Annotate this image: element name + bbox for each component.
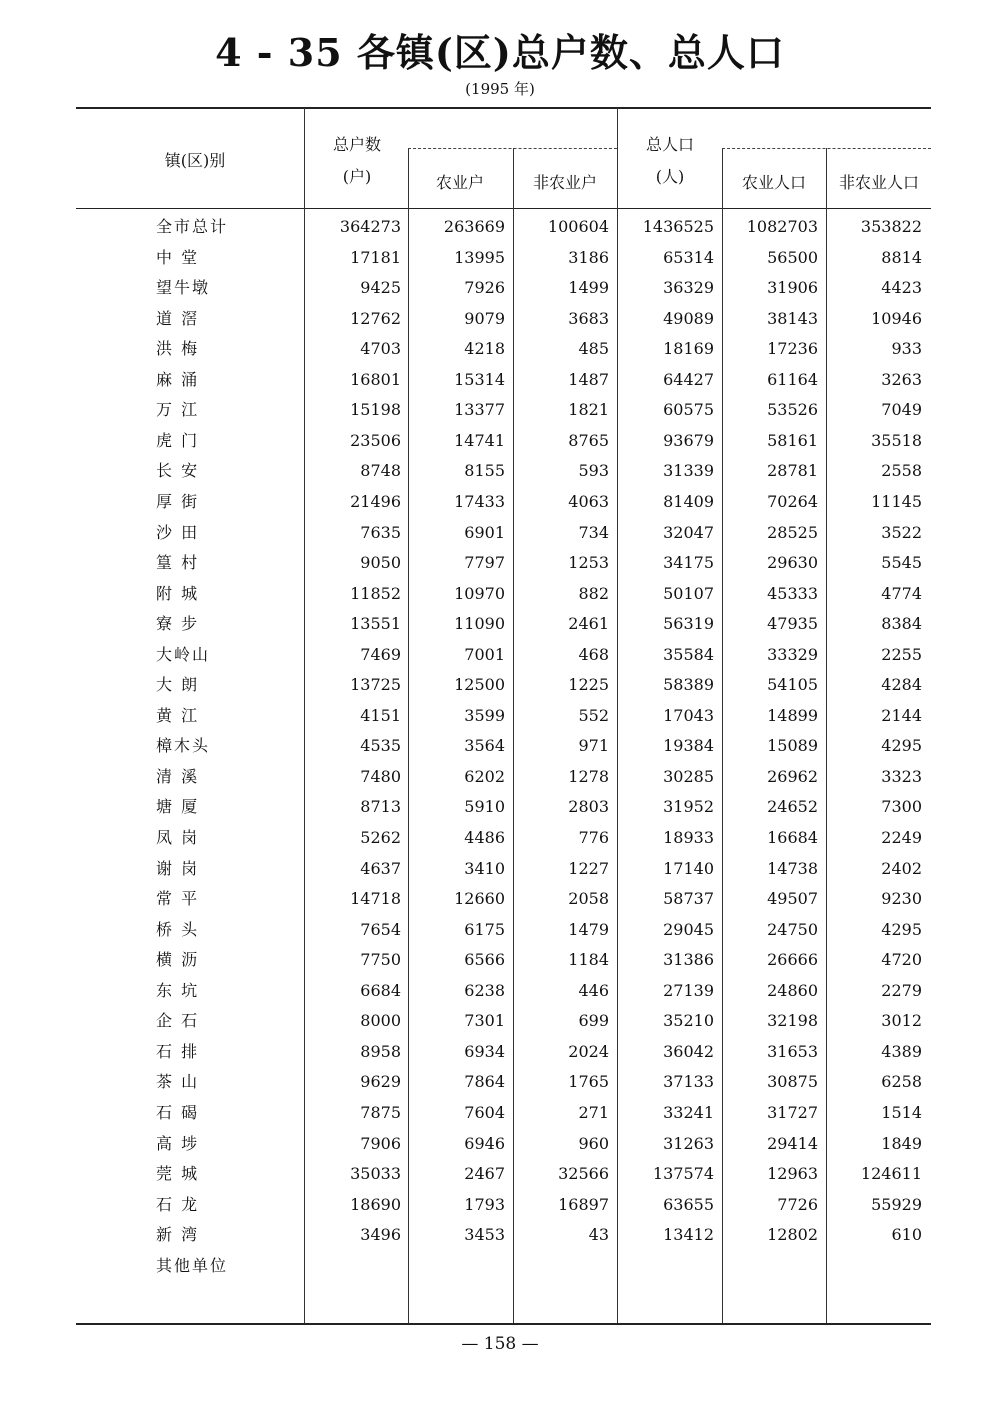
cell-total-population: 35210 [663, 1011, 714, 1031]
page-number: — 158 — [461, 1334, 539, 1354]
cell-nonagri-households: 100604 [547, 217, 609, 236]
cell-nonagri-population: 7049 [881, 400, 922, 420]
cell-region-name: 莞 城 [156, 1164, 200, 1184]
table-row [76, 273, 931, 303]
cell-nonagri-households: 1487 [568, 369, 609, 389]
cell-total-households: 7635 [360, 522, 401, 542]
cell-region-name: 厚 街 [156, 491, 200, 511]
cell-nonagri-population: 4295 [881, 919, 922, 939]
cell-nonagri-population [822, 1251, 922, 1281]
cell-total-population: 60575 [663, 400, 714, 420]
cell-total-households: 23506 [350, 430, 401, 450]
cell-nonagri-population: 10946 [871, 308, 922, 328]
table-row [76, 945, 931, 975]
cell-region-name: 寮 步 [156, 614, 200, 634]
cell-nonagri-population: 124611 [860, 1164, 922, 1184]
table-row [76, 1006, 931, 1036]
table-row [76, 823, 931, 853]
cell-nonagri-households: 43 [588, 1225, 609, 1245]
cell-nonagri-population: 2279 [881, 980, 922, 1000]
cell-nonagri-households: 2803 [568, 797, 609, 817]
cell-nonagri-households: 1278 [568, 766, 609, 786]
cell-total-households: 12762 [350, 308, 401, 328]
cell-nonagri-households: 1227 [568, 858, 609, 878]
cell-total-population: 30285 [663, 766, 714, 786]
cell-total-population: 31386 [663, 950, 714, 970]
cell-region-name: 万 江 [156, 400, 200, 420]
cell-total-population: 1436525 [642, 217, 714, 236]
table-row [76, 579, 931, 609]
cell-agri-population: 70264 [767, 491, 818, 511]
cell-nonagri-population: 4389 [881, 1041, 922, 1061]
cell-region-name: 沙 田 [156, 522, 200, 542]
cell-nonagri-population: 4774 [881, 583, 922, 603]
table-row [76, 792, 931, 822]
cell-agri-households: 7864 [464, 1072, 505, 1092]
table-row [76, 915, 931, 945]
cell-total-households: 8000 [360, 1011, 401, 1031]
cell-total-population: 81409 [663, 491, 714, 511]
cell-agri-households: 7926 [464, 278, 505, 298]
table-row [76, 1067, 931, 1097]
table-row [76, 334, 931, 364]
cell-total-households: 7906 [360, 1133, 401, 1153]
cell-agri-population: 54105 [767, 675, 818, 695]
cell-region-name: 附 城 [156, 583, 200, 603]
cell-total-households: 7654 [360, 919, 401, 939]
cell-agri-population [718, 1251, 818, 1281]
cell-nonagri-households: 16897 [558, 1194, 609, 1214]
households-subheader-rule [408, 148, 617, 149]
cell-nonagri-population: 353822 [860, 217, 922, 236]
cell-total-households: 9050 [360, 553, 401, 573]
cell-region-name: 长 安 [156, 461, 200, 481]
cell-total-population: 93679 [663, 430, 714, 450]
table-row [76, 976, 931, 1006]
cell-agri-households: 6566 [464, 950, 505, 970]
table-row [76, 1190, 931, 1220]
cell-agri-households: 3564 [464, 736, 505, 756]
cell-agri-households: 263669 [443, 217, 505, 236]
cell-agri-population: 32198 [767, 1011, 818, 1031]
cell-agri-households: 4486 [464, 828, 505, 847]
cell-agri-population: 28525 [767, 522, 818, 542]
cell-agri-population: 1082703 [746, 217, 818, 236]
cell-agri-population: 17236 [767, 339, 818, 359]
cell-total-households: 9425 [360, 278, 401, 298]
cell-agri-households: 4218 [464, 339, 505, 359]
cell-region-name: 麻 涌 [156, 369, 200, 389]
cell-agri-households: 6946 [464, 1133, 505, 1153]
cell-total-households: 364273 [339, 217, 401, 236]
cell-total-households: 3496 [360, 1225, 401, 1245]
cell-total-households: 4151 [360, 705, 401, 725]
cell-agri-population: 12963 [767, 1164, 818, 1184]
cell-agri-households: 2467 [464, 1164, 505, 1184]
header-nonagri-population: 非农业人口 [838, 173, 919, 192]
cell-total-population: 17140 [663, 858, 714, 878]
table-row [76, 731, 931, 761]
cell-agri-households: 10970 [454, 583, 505, 603]
cell-total-households: 8958 [360, 1041, 401, 1061]
cell-nonagri-population: 2255 [881, 644, 922, 664]
cell-region-name: 虎 门 [156, 430, 200, 450]
table-row [76, 640, 931, 670]
table-row [76, 1159, 931, 1189]
cell-agri-population: 29414 [767, 1133, 818, 1153]
cell-agri-households: 13995 [454, 247, 505, 267]
cell-region-name: 常 平 [156, 889, 200, 909]
cell-agri-population: 28781 [767, 461, 818, 481]
cell-total-population: 27139 [663, 980, 714, 1000]
cell-agri-households: 12500 [454, 675, 505, 695]
cell-region-name: 其他单位 [156, 1255, 229, 1275]
cell-nonagri-households: 2024 [568, 1041, 609, 1061]
cell-nonagri-population: 1849 [881, 1133, 922, 1153]
cell-nonagri-population: 3522 [881, 522, 922, 542]
table-row [76, 456, 931, 486]
table-row [76, 884, 931, 914]
cell-region-name: 中 堂 [156, 247, 200, 267]
cell-region-name: 茶 山 [156, 1072, 200, 1092]
cell-nonagri-households: 1479 [568, 919, 609, 939]
table-row [76, 426, 931, 456]
cell-nonagri-households: 593 [578, 461, 609, 481]
cell-agri-population: 56500 [767, 247, 818, 267]
cell-nonagri-households: 882 [578, 583, 609, 603]
cell-nonagri-population: 3012 [881, 1011, 922, 1031]
cell-total-population: 18169 [663, 339, 714, 359]
cell-total-population: 137574 [652, 1164, 714, 1184]
cell-nonagri-households: 8765 [568, 430, 609, 450]
cell-region-name: 凤 岗 [156, 828, 200, 847]
cell-total-population: 31339 [663, 461, 714, 481]
cell-total-households: 16801 [350, 369, 401, 389]
population-subheader-rule [722, 148, 931, 149]
table-row [76, 1037, 931, 1067]
cell-nonagri-households: 1821 [568, 400, 609, 420]
cell-nonagri-households: 734 [578, 522, 609, 542]
table-row [76, 609, 931, 639]
cell-agri-households: 1793 [464, 1194, 505, 1214]
cell-agri-population: 31906 [767, 278, 818, 298]
cell-agri-population: 61164 [767, 369, 818, 389]
table-row [76, 1220, 931, 1250]
cell-nonagri-population: 1514 [881, 1102, 922, 1122]
cell-total-households: 9629 [360, 1072, 401, 1092]
cell-region-name: 大岭山 [156, 644, 211, 664]
cell-nonagri-households: 271 [578, 1102, 609, 1122]
cell-nonagri-population: 55929 [871, 1194, 922, 1214]
cell-nonagri-households: 468 [578, 644, 609, 664]
cell-nonagri-households: 2461 [568, 614, 609, 634]
table-row [76, 1098, 931, 1128]
cell-nonagri-households: 971 [578, 736, 609, 756]
cell-total-population: 49089 [663, 308, 714, 328]
cell-region-name: 横 沥 [156, 950, 200, 970]
cell-nonagri-population: 933 [891, 339, 922, 359]
cell-total-population: 31263 [663, 1133, 714, 1153]
cell-region-name: 望牛墩 [156, 278, 211, 298]
cell-nonagri-households: 3683 [568, 308, 609, 328]
cell-agri-population: 45333 [767, 583, 818, 603]
cell-nonagri-population: 4423 [881, 278, 922, 298]
cell-total-population: 29045 [663, 919, 714, 939]
cell-agri-population: 47935 [767, 614, 818, 634]
cell-nonagri-population: 2249 [881, 828, 922, 847]
cell-total-households: 7469 [360, 644, 401, 664]
cell-total-population: 58737 [663, 889, 714, 909]
cell-nonagri-population: 8384 [881, 614, 922, 634]
cell-region-name: 新 湾 [156, 1225, 200, 1245]
cell-total-households: 21496 [350, 491, 401, 511]
header-agri-households: 农业户 [435, 173, 484, 192]
cell-total-households: 4535 [360, 736, 401, 756]
cell-agri-households: 17433 [454, 491, 505, 511]
cell-nonagri-households [509, 1251, 609, 1281]
table-row [76, 304, 931, 334]
header-total-population: 总人口 [645, 135, 694, 154]
table-row [76, 212, 931, 242]
header-households-unit: (户) [342, 167, 372, 186]
cell-agri-households: 6175 [464, 919, 505, 939]
cell-region-name: 洪 梅 [156, 339, 200, 359]
cell-total-households: 18690 [350, 1194, 401, 1214]
year-subtitle: (1995 年) [465, 80, 535, 98]
table-row [76, 670, 931, 700]
cell-total-population: 18933 [663, 828, 714, 847]
table-row [76, 518, 931, 548]
cell-agri-households: 7001 [464, 644, 505, 664]
cell-total-households: 11852 [350, 583, 401, 603]
cell-agri-households: 6202 [464, 766, 505, 786]
table-row [76, 701, 931, 731]
header-nonagri-households: 非农业户 [532, 173, 597, 192]
cell-agri-population: 16684 [767, 828, 818, 847]
cell-nonagri-population: 2144 [881, 705, 922, 725]
cell-region-name: 石 龙 [156, 1194, 200, 1214]
cell-region-name: 樟木头 [156, 736, 211, 756]
cell-nonagri-households: 446 [578, 980, 609, 1000]
cell-nonagri-population: 3263 [881, 369, 922, 389]
header-bottom-rule [76, 208, 931, 209]
cell-nonagri-households: 32566 [558, 1164, 609, 1184]
cell-total-population: 34175 [663, 553, 714, 573]
cell-agri-households: 12660 [454, 889, 505, 909]
cell-agri-population: 26962 [767, 766, 818, 786]
header-population-unit: (人) [655, 167, 685, 186]
cell-region-name: 石 碣 [156, 1102, 200, 1122]
cell-nonagri-population: 35518 [871, 430, 922, 450]
cell-total-households: 4637 [360, 858, 401, 878]
cell-total-population: 19384 [663, 736, 714, 756]
cell-nonagri-population: 2402 [881, 858, 922, 878]
cell-nonagri-population: 2558 [881, 461, 922, 481]
cell-total-households: 13551 [350, 614, 401, 634]
cell-total-households: 7875 [360, 1102, 401, 1122]
cell-total-population: 35584 [663, 644, 714, 664]
cell-total-population: 31952 [663, 797, 714, 817]
cell-agri-population: 24750 [767, 919, 818, 939]
cell-agri-population: 53526 [767, 400, 818, 420]
cell-total-households [301, 1251, 401, 1281]
cell-nonagri-population: 610 [891, 1225, 922, 1245]
cell-total-population: 32047 [663, 522, 714, 542]
cell-total-population: 58389 [663, 675, 714, 695]
cell-region-name: 东 坑 [156, 980, 200, 1000]
table-row [76, 365, 931, 395]
cell-agri-population: 58161 [767, 430, 818, 450]
cell-agri-households: 7797 [464, 553, 505, 573]
cell-total-households: 14718 [350, 889, 401, 909]
cell-total-households: 15198 [350, 400, 401, 420]
cell-agri-households: 9079 [464, 308, 505, 328]
table-top-rule [76, 107, 931, 109]
cell-total-households: 4703 [360, 339, 401, 359]
cell-agri-households: 8155 [464, 461, 505, 481]
cell-region-name: 企 石 [156, 1011, 200, 1031]
cell-agri-households: 15314 [454, 369, 505, 389]
cell-total-population [614, 1251, 714, 1281]
cell-nonagri-population: 6258 [881, 1072, 922, 1092]
cell-agri-households: 11090 [454, 614, 505, 634]
cell-nonagri-households: 776 [578, 828, 609, 847]
cell-agri-households: 3599 [464, 705, 505, 725]
cell-agri-population: 30875 [767, 1072, 818, 1092]
page-title: 4 - 35 各镇(区)总户数、总人口 [215, 30, 785, 75]
cell-nonagri-households: 1499 [568, 278, 609, 298]
cell-total-population: 33241 [663, 1102, 714, 1122]
cell-total-population: 13412 [663, 1225, 714, 1245]
cell-region-name: 高 埗 [156, 1133, 200, 1153]
cell-nonagri-population: 9230 [881, 889, 922, 909]
table-row [76, 1251, 931, 1281]
cell-agri-population: 26666 [767, 950, 818, 970]
cell-agri-population: 15089 [767, 736, 818, 756]
cell-nonagri-households: 3186 [568, 247, 609, 267]
cell-agri-households: 5910 [464, 797, 505, 817]
cell-agri-population: 29630 [767, 553, 818, 573]
cell-agri-households: 3453 [464, 1225, 505, 1245]
cell-agri-population: 7726 [777, 1194, 818, 1214]
cell-agri-households: 6934 [464, 1041, 505, 1061]
cell-nonagri-population: 3323 [881, 766, 922, 786]
cell-nonagri-population: 7300 [881, 797, 922, 817]
cell-region-name: 塘 厦 [156, 797, 200, 817]
cell-total-households: 6684 [360, 980, 401, 1000]
cell-region-name: 石 排 [156, 1041, 200, 1061]
cell-total-households: 17181 [350, 247, 401, 267]
table-row [76, 1129, 931, 1159]
cell-region-name: 道 滘 [156, 308, 200, 328]
cell-region-name: 黄 江 [156, 705, 200, 725]
cell-total-population: 65314 [663, 247, 714, 267]
cell-nonagri-population: 11145 [871, 491, 922, 511]
cell-agri-population: 31727 [767, 1102, 818, 1122]
cell-nonagri-population: 5545 [881, 553, 922, 573]
cell-nonagri-households: 1253 [568, 553, 609, 573]
cell-agri-households: 7604 [464, 1102, 505, 1122]
cell-agri-households: 7301 [464, 1011, 505, 1031]
cell-agri-population: 49507 [767, 889, 818, 909]
cell-agri-population: 31653 [767, 1041, 818, 1061]
cell-nonagri-population: 4284 [881, 675, 922, 695]
cell-agri-population: 14899 [767, 705, 818, 725]
cell-total-population: 63655 [663, 1194, 714, 1214]
cell-agri-population: 33329 [767, 644, 818, 664]
cell-nonagri-households: 1765 [568, 1072, 609, 1092]
table-row [76, 762, 931, 792]
cell-agri-households: 6901 [464, 522, 505, 542]
cell-nonagri-households: 485 [578, 339, 609, 359]
cell-agri-households [405, 1251, 505, 1281]
cell-agri-population: 12802 [767, 1225, 818, 1245]
cell-nonagri-households: 699 [578, 1011, 609, 1031]
cell-region-name: 篁 村 [156, 553, 200, 573]
cell-total-population: 50107 [663, 583, 714, 603]
cell-total-population: 64427 [663, 369, 714, 389]
cell-total-households: 8748 [360, 461, 401, 481]
table-row [76, 487, 931, 517]
cell-nonagri-households: 1225 [568, 675, 609, 695]
cell-nonagri-households: 4063 [568, 491, 609, 511]
cell-agri-population: 38143 [767, 308, 818, 328]
table-row [76, 854, 931, 884]
cell-region-name: 桥 头 [156, 919, 200, 939]
cell-nonagri-households: 2058 [568, 889, 609, 909]
cell-agri-population: 24860 [767, 980, 818, 1000]
cell-agri-population: 14738 [767, 858, 818, 878]
table-row [76, 243, 931, 273]
cell-nonagri-households: 1184 [568, 950, 609, 970]
cell-nonagri-households: 552 [578, 705, 609, 725]
cell-agri-households: 13377 [454, 400, 505, 420]
cell-total-households: 5262 [360, 828, 401, 847]
cell-region-name: 谢 岗 [156, 858, 200, 878]
table-row [76, 548, 931, 578]
cell-total-population: 17043 [663, 705, 714, 725]
cell-total-population: 37133 [663, 1072, 714, 1092]
cell-total-households: 7750 [360, 950, 401, 970]
cell-total-households: 8713 [360, 797, 401, 817]
cell-total-population: 56319 [663, 614, 714, 634]
cell-nonagri-households: 960 [578, 1133, 609, 1153]
cell-agri-households: 3410 [464, 858, 505, 878]
cell-nonagri-population: 4720 [881, 950, 922, 970]
cell-agri-population: 24652 [767, 797, 818, 817]
cell-total-population: 36329 [663, 278, 714, 298]
cell-nonagri-population: 4295 [881, 736, 922, 756]
cell-region-name: 清 溪 [156, 766, 200, 786]
header-total-households: 总户数 [332, 135, 381, 154]
header-agri-population: 农业人口 [741, 173, 806, 192]
cell-agri-households: 14741 [454, 430, 505, 450]
cell-region-name: 全市总计 [156, 217, 229, 236]
cell-nonagri-population: 8814 [881, 247, 922, 267]
table-row [76, 395, 931, 425]
cell-agri-households: 6238 [464, 980, 505, 1000]
header-region: 镇(区)别 [164, 151, 226, 170]
cell-region-name: 大 朗 [156, 675, 200, 695]
cell-total-households: 13725 [350, 675, 401, 695]
cell-total-households: 7480 [360, 766, 401, 786]
table-bottom-rule [76, 1323, 931, 1325]
cell-total-population: 36042 [663, 1041, 714, 1061]
cell-total-households: 35033 [350, 1164, 401, 1184]
